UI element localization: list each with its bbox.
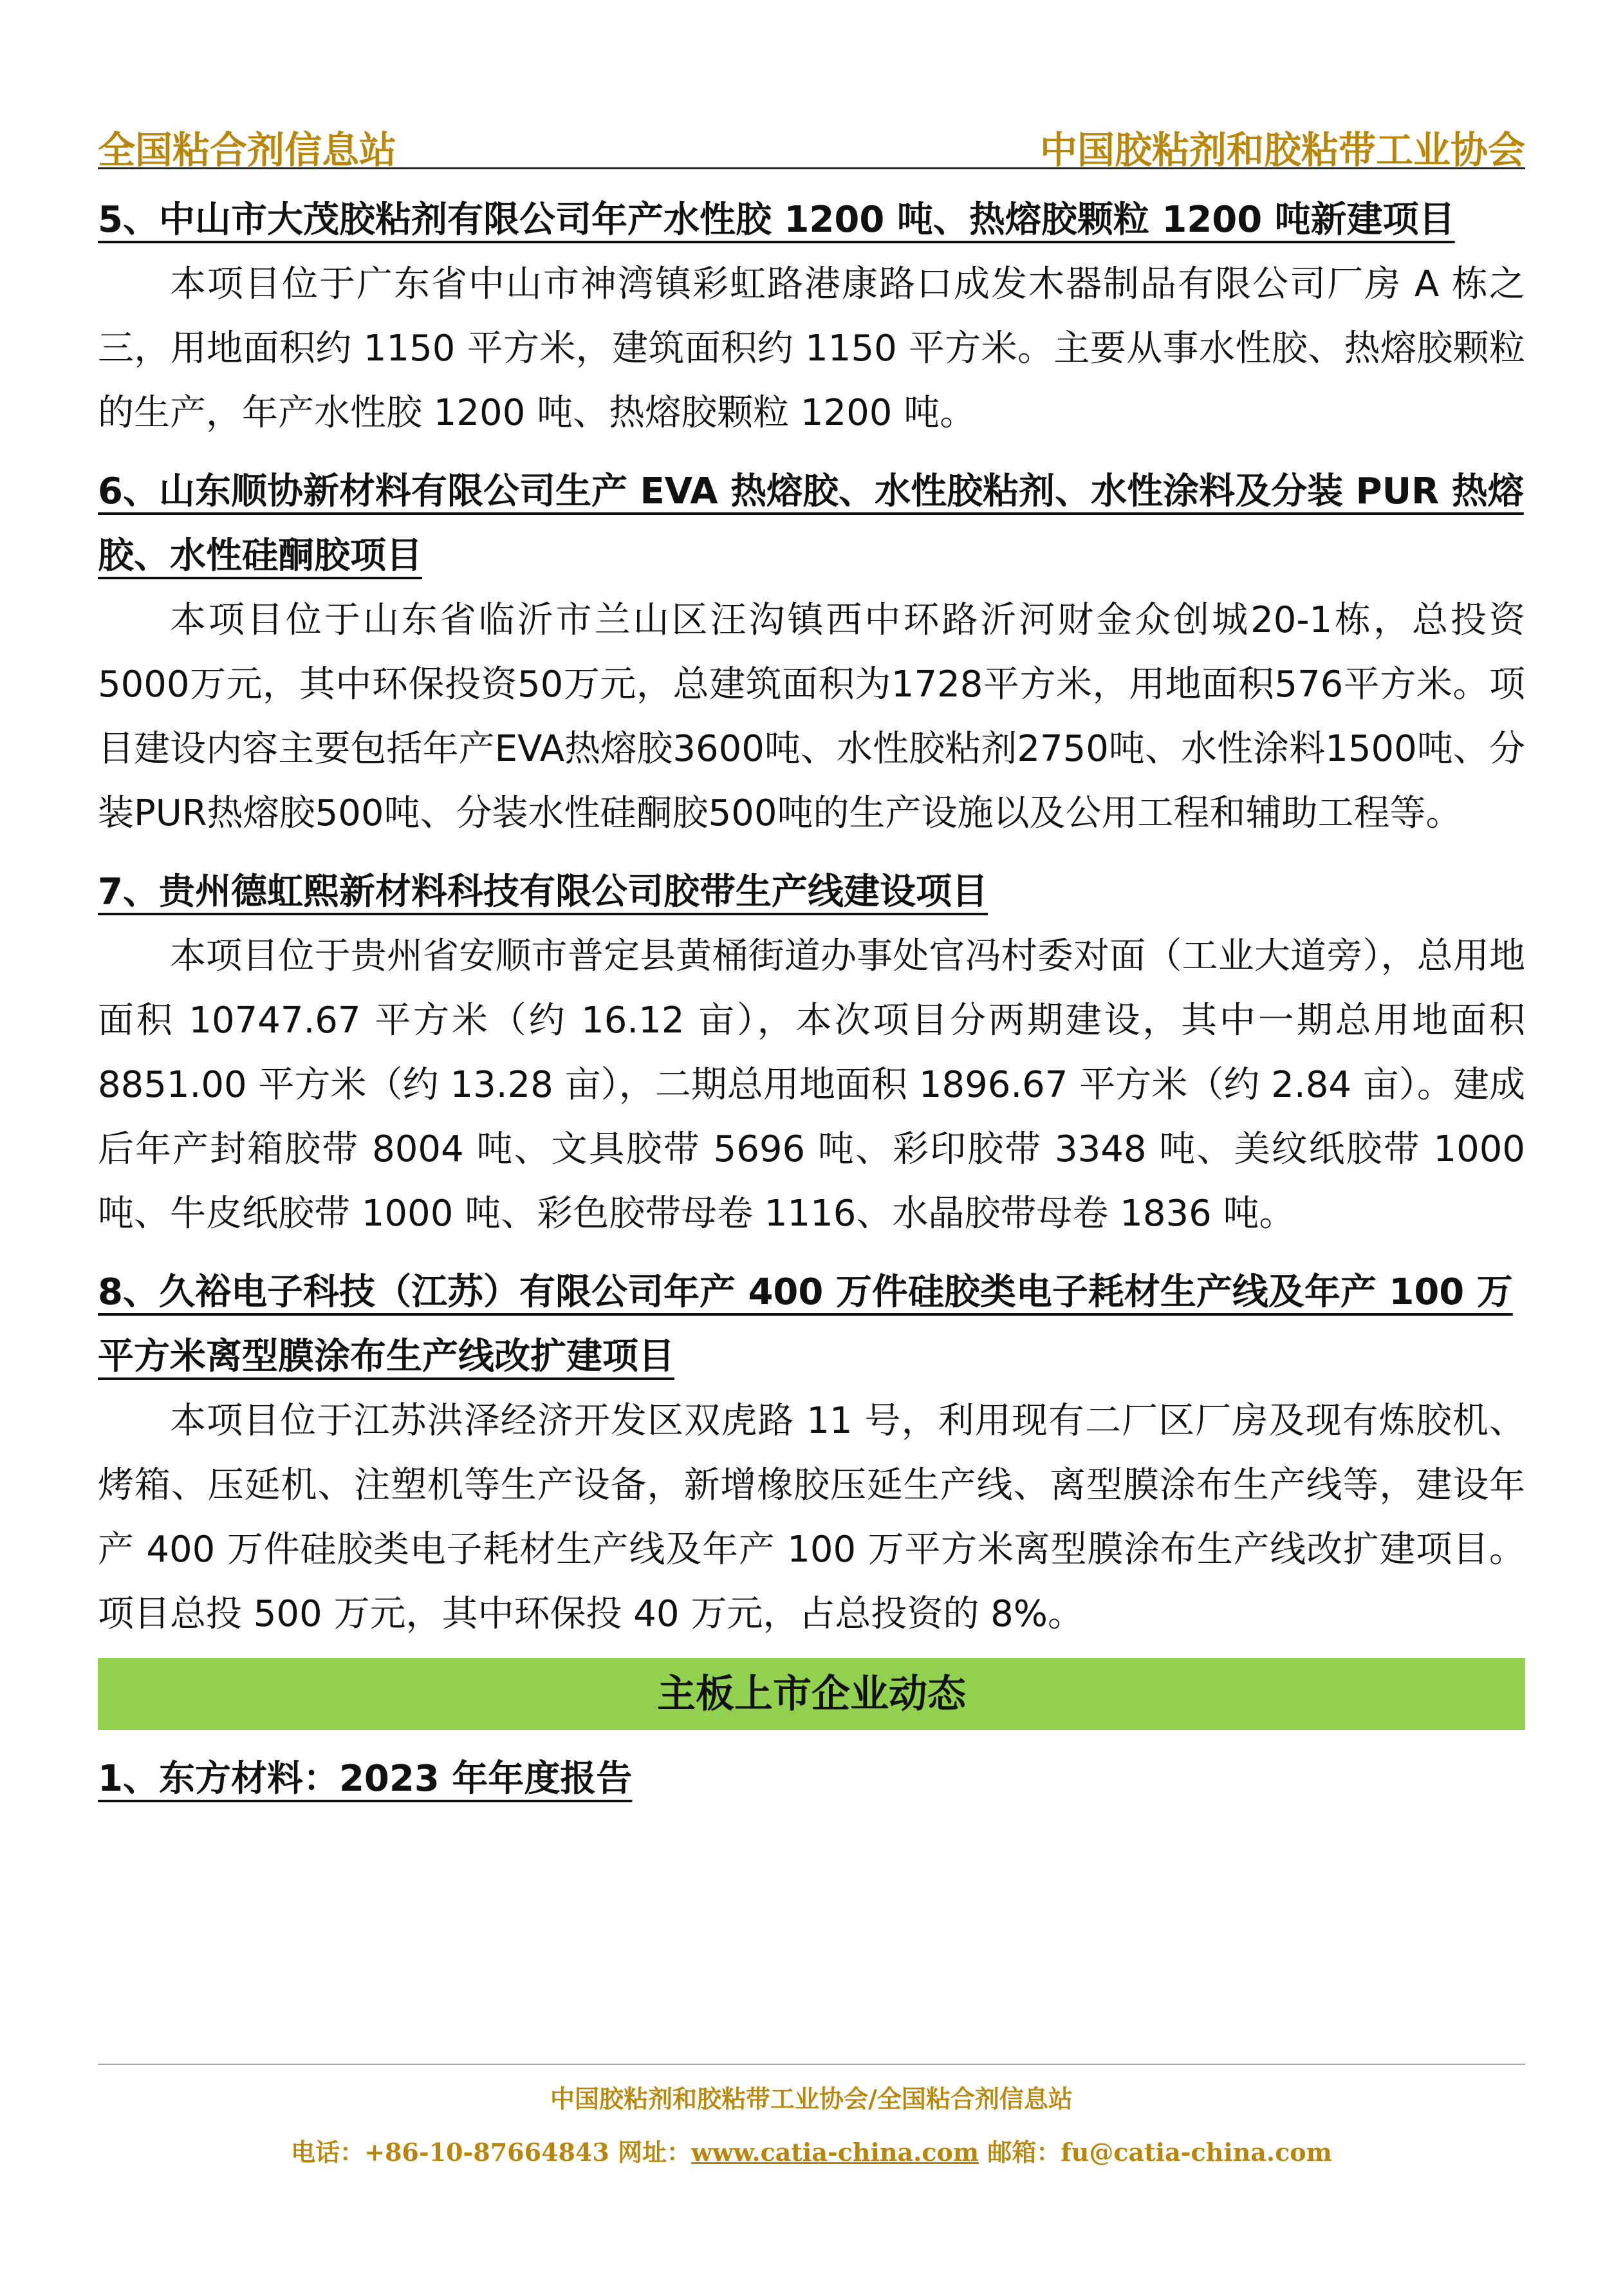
section-body: 本项目位于广东省中山市神湾镇彩虹路港康路口成发木器制品有限公司厂房 A 栋之三，用地面积约 1150 平方米，建筑面积约 1150 平方米。主要从事水性胶、热熔胶颗粒的生产，年产水性胶 1200 吨、热熔胶颗粒 1200 吨。 <box>98 263 1525 434</box>
footer-email[interactable]: fu@catia-china.com <box>1061 2138 1332 2167</box>
footer-email-label: 邮箱： <box>987 2138 1061 2167</box>
header-left-title: 全国粘合剂信息站 <box>98 128 397 172</box>
page-footer <box>98 2064 1525 2168</box>
sub-section-title: 1、东方材料：2023 年年度报告 <box>98 1758 633 1800</box>
main-content <box>98 188 1525 1811</box>
footer-organization: 中国胶粘剂和胶粘带工业协会/全国粘合剂信息站 <box>550 2084 1073 2113</box>
section-body: 本项目位于贵州省安顺市普定县黄桶街道办事处官冯村委对面（工业大道旁），总用地面积 10747.67 平方米（约 16.12 亩），本次项目分两期建设，其中一期总用地面积 8851.00 平方米（约 13.28 亩），二期总用地面积 1896.67 平方米（约 2.84 亩）。建成后年产封箱胶带 8004 吨、文具胶带 5696 吨、彩印胶带 3348 吨、美纹纸胶带 1000 吨、牛皮纸胶带 1000 吨、彩色胶带母卷 1116、水晶胶带母卷 1836 吨。 <box>98 935 1525 1235</box>
footer-site-label: 网址： <box>618 2138 692 2167</box>
footer-website-link[interactable]: www.catia-china.com <box>691 2138 979 2167</box>
page-header <box>98 116 1525 172</box>
category-banner: 主板上市企业动态 <box>98 1658 1525 1730</box>
header-right-title: 中国胶粘剂和胶粘带工业协会 <box>1039 128 1525 172</box>
section-body: 本项目位于山东省临沂市兰山区汪沟镇西中环路沂河财金众创城20-1栋，总投资5000万元，其中环保投资50万元，总建筑面积为1728平方米，用地面积576平方米。项目建设内容主要包括年产EVA热熔胶3600吨、水性胶粘剂2750吨、水性涂料1500吨、分装PUR热熔胶500吨、分装水性硅酮胶500吨的生产设施以及公用工程和辅助工程等。 <box>98 599 1525 834</box>
section-title: 7、贵州德虹熙新材料科技有限公司胶带生产线建设项目 <box>98 871 988 913</box>
footer-phone: 电话：+86-10-87664843 <box>291 2138 609 2167</box>
section-title: 5、中山市大茂胶粘剂有限公司年产水性胶 1200 吨、热熔胶颗粒 1200 吨新建项目 <box>98 199 1455 241</box>
section-body: 本项目位于江苏洪泽经济开发区双虎路 11 号，利用现有二厂区厂房及现有炼胶机、烤箱、压延机、注塑机等生产设备，新增橡胶压延生产线、离型膜涂布生产线等，建设年产 400 万件硅胶类电子耗材生产线及年产 100 万平方米离型膜涂布生产线改扩建项目。项目总投 500 万元，其中环保投 40 万元，占总投资的 8%。 <box>98 1400 1525 1635</box>
section-title: 6、山东顺协新材料有限公司生产 EVA 热熔胶、水性胶粘剂、水性涂料及分装 PUR 热熔胶、水性硅酮胶项目 <box>98 471 1524 577</box>
footer-contact <box>98 2133 1525 2168</box>
section-title: 8、久裕电子科技（江苏）有限公司年产 400 万件硅胶类电子耗材生产线及年产 100 万平方米离型膜涂布生产线改扩建项目 <box>98 1271 1513 1377</box>
